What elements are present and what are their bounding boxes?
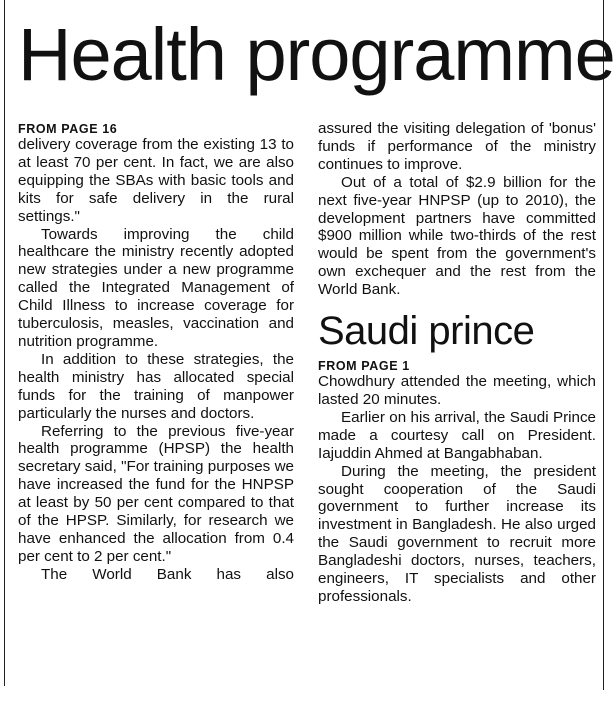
paragraph: In addition to these strategies, the health ministry has allocated special funds for the training of manpower particularly the nurses and doctors. <box>18 350 294 422</box>
from-page-label: FROM PAGE 16 <box>18 122 118 136</box>
paragraph: Towards improving the child healthcare the ministry recently adopted new strategies under a new programme called the Integrated Management of Child Illness to increase coverage for tuberculosis, measles, vaccination and nutrition programme. <box>18 225 294 350</box>
headline-health-programme: Health programme <box>18 13 615 96</box>
paragraph: The World Bank has also <box>41 565 294 583</box>
headline-saudi-prince: Saudi prince <box>318 309 535 354</box>
paragraph: assured the visiting delegation of 'bonus' funds if performance of the ministry continues to improve. <box>318 120 596 173</box>
paragraph: Chowdhury attended the meeting, which lasted 20 minutes. <box>318 373 596 408</box>
paragraph: delivery coverage from the existing 13 to at least 70 per cent. In fact, we are also equipping the SBAs with basic tools and kits for safe delivery in the rural settings." <box>18 136 294 225</box>
from-page-label: FROM PAGE 1 <box>318 359 410 374</box>
right-border-rule <box>603 0 604 690</box>
left-column <box>18 120 294 584</box>
right-column <box>318 120 596 606</box>
paragraph: Out of a total of $2.9 billion for the next five-year HNPSP (up to 2010), the development partners have committed $900 million while two-thirds of the rest would be spent from the government's own exchequer and the rest from the World Bank. <box>318 173 596 299</box>
paragraph: Referring to the previous five-year health programme (HPSP) the health secretary said, "For training purposes we have increased the fund for the HNPSP at least by 50 per cent compared to that of the HPSP. Similarly, for research we have enhanced the allocation from 0.4 per cent to 2 per cent." <box>18 422 294 565</box>
paragraph: During the meeting, the president sought cooperation of the Saudi government to further increase its investment in Bangladesh. He also urged the Saudi government to recruit more Bangladeshi doctors, nurses, teachers, engineers, IT specialists and other professionals. <box>318 462 596 605</box>
paragraph: Earlier on his arrival, the Saudi Prince made a courtesy call on President. Iajuddin Ahmed at Bangabhaban. <box>318 408 596 462</box>
left-border-rule <box>4 0 5 686</box>
